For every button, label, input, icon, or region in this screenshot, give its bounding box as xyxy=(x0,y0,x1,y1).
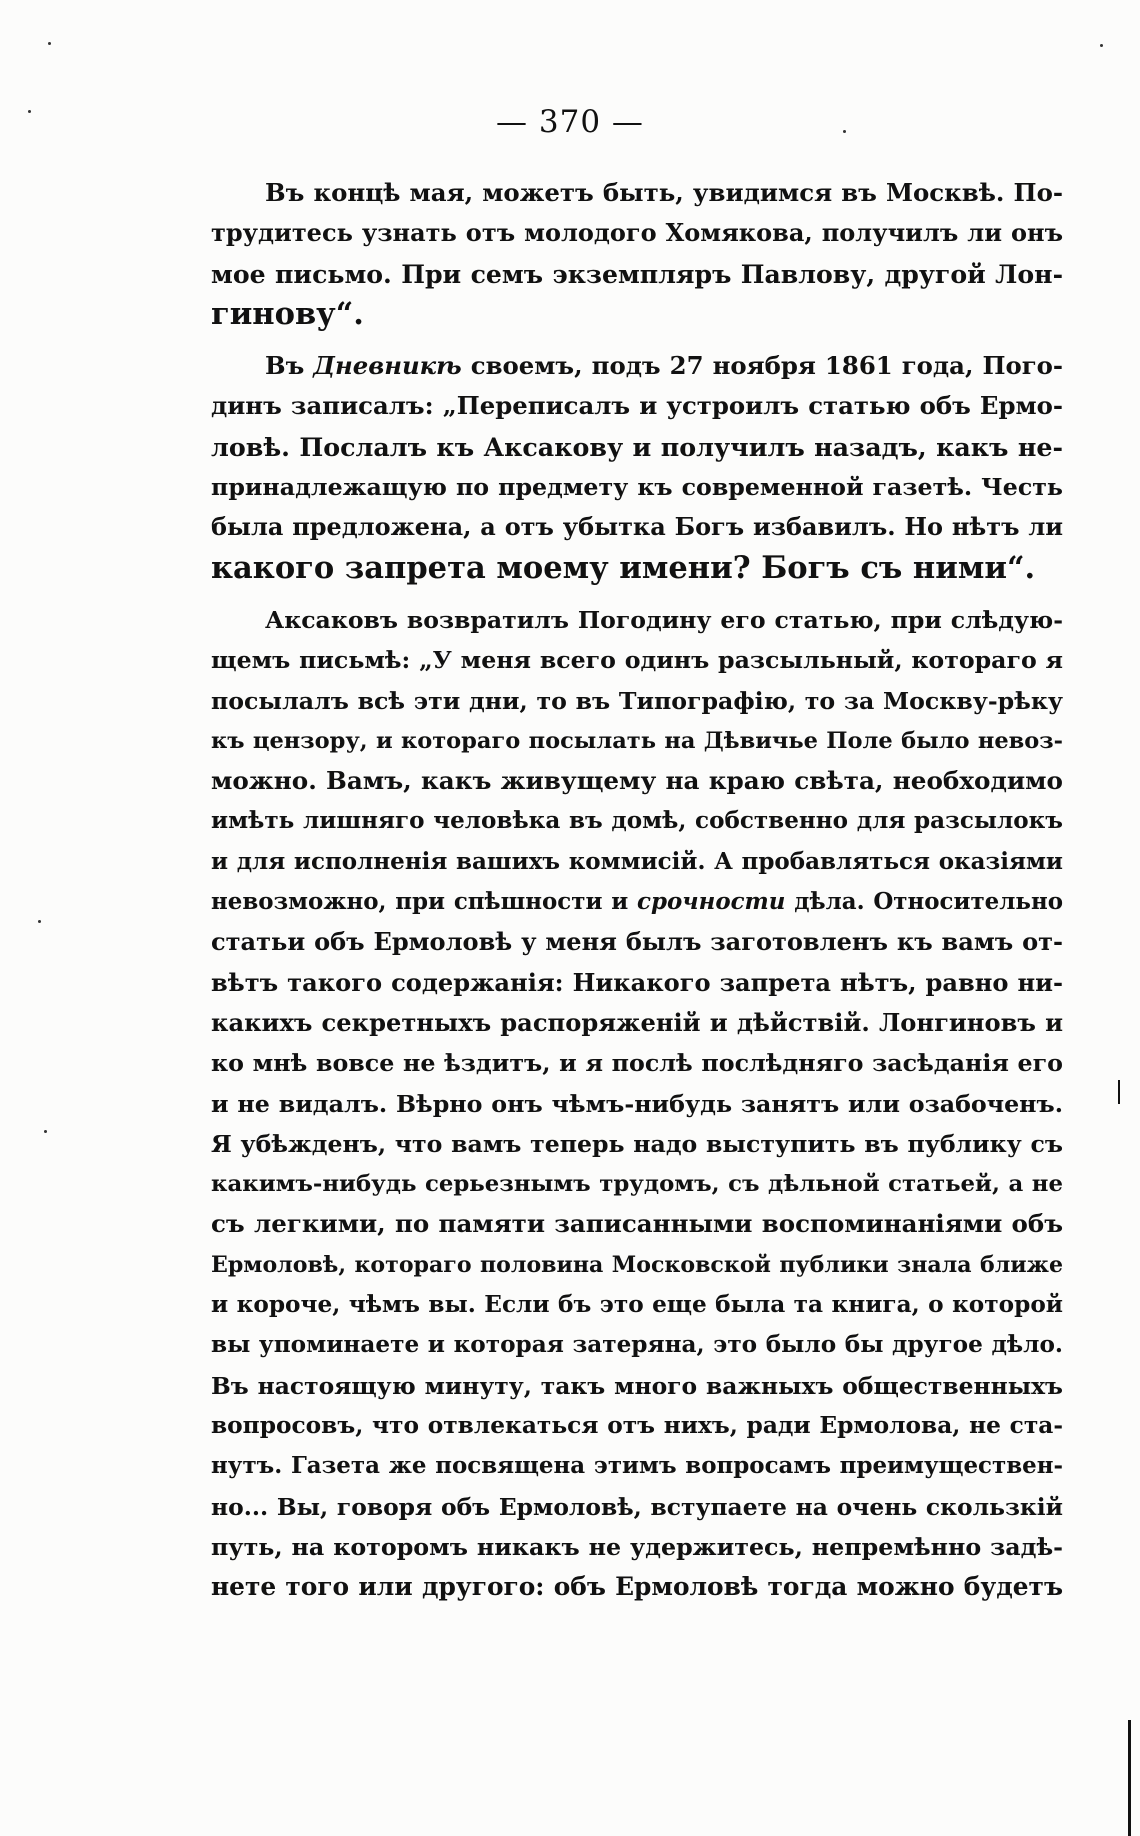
text-line: и короче, чѣмъ вы. Если бъ это еще была та книга, о которой xyxy=(211,1291,1063,1319)
text-line: ко мнѣ вовсе не ѣздитъ, и я послѣ послѣдняго засѣданія его xyxy=(211,1049,1063,1078)
text-line: ловѣ. Послалъ къ Аксакову и получилъ назадъ, какъ не- xyxy=(211,431,1063,462)
text-line: вѣтъ такого содержанія: Никакого запрета нѣтъ, равно ни- xyxy=(211,967,1063,997)
text-line: какого запрета моему имени? Богъ съ ними“. xyxy=(211,549,1036,586)
text-line: нете того или другого: объ Ермоловѣ тогда можно будетъ xyxy=(211,1572,1063,1602)
text-line: Я убѣжденъ, что вамъ теперь надо выступить въ публику съ xyxy=(211,1129,1063,1158)
text-line: вопросовъ, что отвлекаться отъ нихъ, ради Ермолова, не ста- xyxy=(211,1411,1063,1439)
scan-speck xyxy=(44,1130,47,1133)
text-line: Аксаковъ возвратилъ Погодину его статью, при слѣдую- xyxy=(265,605,1063,634)
text-line: Въ настоящую минуту, такъ много важныхъ общественныхъ xyxy=(211,1371,1063,1400)
scan-speck xyxy=(1100,44,1103,47)
scan-edge-mark xyxy=(1128,1720,1131,1836)
page-number: — 370 — xyxy=(496,104,644,140)
text-line: имѣть лишняго человѣка въ домѣ, собственно для разсылокъ xyxy=(211,807,1063,835)
text-line: и не видалъ. Вѣрно онъ чѣмъ-нибудь занятъ или озабоченъ. xyxy=(211,1089,1063,1118)
scan-speck xyxy=(48,42,51,45)
text-line: статьи объ Ермоловѣ у меня былъ заготовленъ къ вамъ от- xyxy=(211,927,1063,957)
text-line: какимъ-нибудь серьезнымъ трудомъ, съ дѣльной статьей, а не xyxy=(211,1171,1063,1198)
paragraph-gap xyxy=(211,334,1063,346)
text-line: вы упоминаете и которая затеряна, это было бы другое дѣло. xyxy=(211,1331,1063,1359)
text-line: путь, на которомъ никакъ не удержитесь, непремѣнно задѣ- xyxy=(211,1532,1063,1561)
text-line: принадлежащую по предмету къ современной газетѣ. Честь xyxy=(211,473,1063,502)
text-segment: дѣла. Относительно xyxy=(785,888,1063,916)
text-line: щемъ письмѣ: „У меня всего одинъ разсыльный, котораго я xyxy=(211,646,1063,675)
text-line: къ цензору, и котораго посылать на Дѣвичье Поле было невоз- xyxy=(211,727,1063,754)
text-segment: невозможно, при спѣшности и xyxy=(211,888,637,916)
text-line xyxy=(211,882,1063,922)
scan-speck xyxy=(38,920,41,923)
text-line: динъ записалъ: „Переписалъ и устроилъ статью объ Ермо- xyxy=(211,391,1063,421)
text-segment: Въ xyxy=(265,351,314,381)
scan-speck xyxy=(843,130,846,133)
paragraph-gap xyxy=(211,588,1063,600)
italic-segment: срочности xyxy=(637,888,786,916)
text-line: какихъ секретныхъ распоряженій и дѣйствій. Лонгиновъ и xyxy=(211,1007,1063,1037)
text-segment: своемъ, подъ 27 ноября 1861 года, Пого- xyxy=(461,351,1063,381)
text-line: посылалъ всѣ эти дни, то въ Типографію, то за Москву-рѣку xyxy=(211,686,1063,715)
text-line: была предложена, а отъ убытка Богъ избавилъ. Но нѣтъ ли xyxy=(211,513,1063,542)
text-line: гинову“. xyxy=(211,295,364,332)
text-line xyxy=(211,346,1063,386)
text-line: Въ концѣ мая, можетъ быть, увидимся въ Москвѣ. По- xyxy=(265,178,1063,207)
text-line: Ермоловѣ, котораго половина Московской публики знала ближе xyxy=(211,1251,1063,1278)
text-line: и для исполненія вашихъ коммисій. А пробавляться оказіями xyxy=(211,847,1063,875)
text-line: мое письмо. При семъ экземпляръ Павлову, другой Лон- xyxy=(211,258,1063,289)
scan-speck xyxy=(28,110,31,113)
italic-segment: Дневникѣ xyxy=(313,351,462,381)
scan-edge-mark xyxy=(1118,1080,1120,1104)
text-line: можно. Вамъ, какъ живущему на краю свѣта, необходимо xyxy=(211,766,1063,796)
text-line: но... Вы, говоря объ Ермоловѣ, вступаете на очень скользкій xyxy=(211,1492,1063,1521)
text-line: нутъ. Газета же посвящена этимъ вопросамъ преимуществен- xyxy=(211,1452,1063,1480)
body-text xyxy=(211,173,1063,1607)
text-line: съ легкими, по памяти записанными воспоминаніями объ xyxy=(211,1209,1063,1239)
text-line: трудитесь узнать отъ молодого Хомякова, получилъ ли онъ xyxy=(211,218,1063,248)
